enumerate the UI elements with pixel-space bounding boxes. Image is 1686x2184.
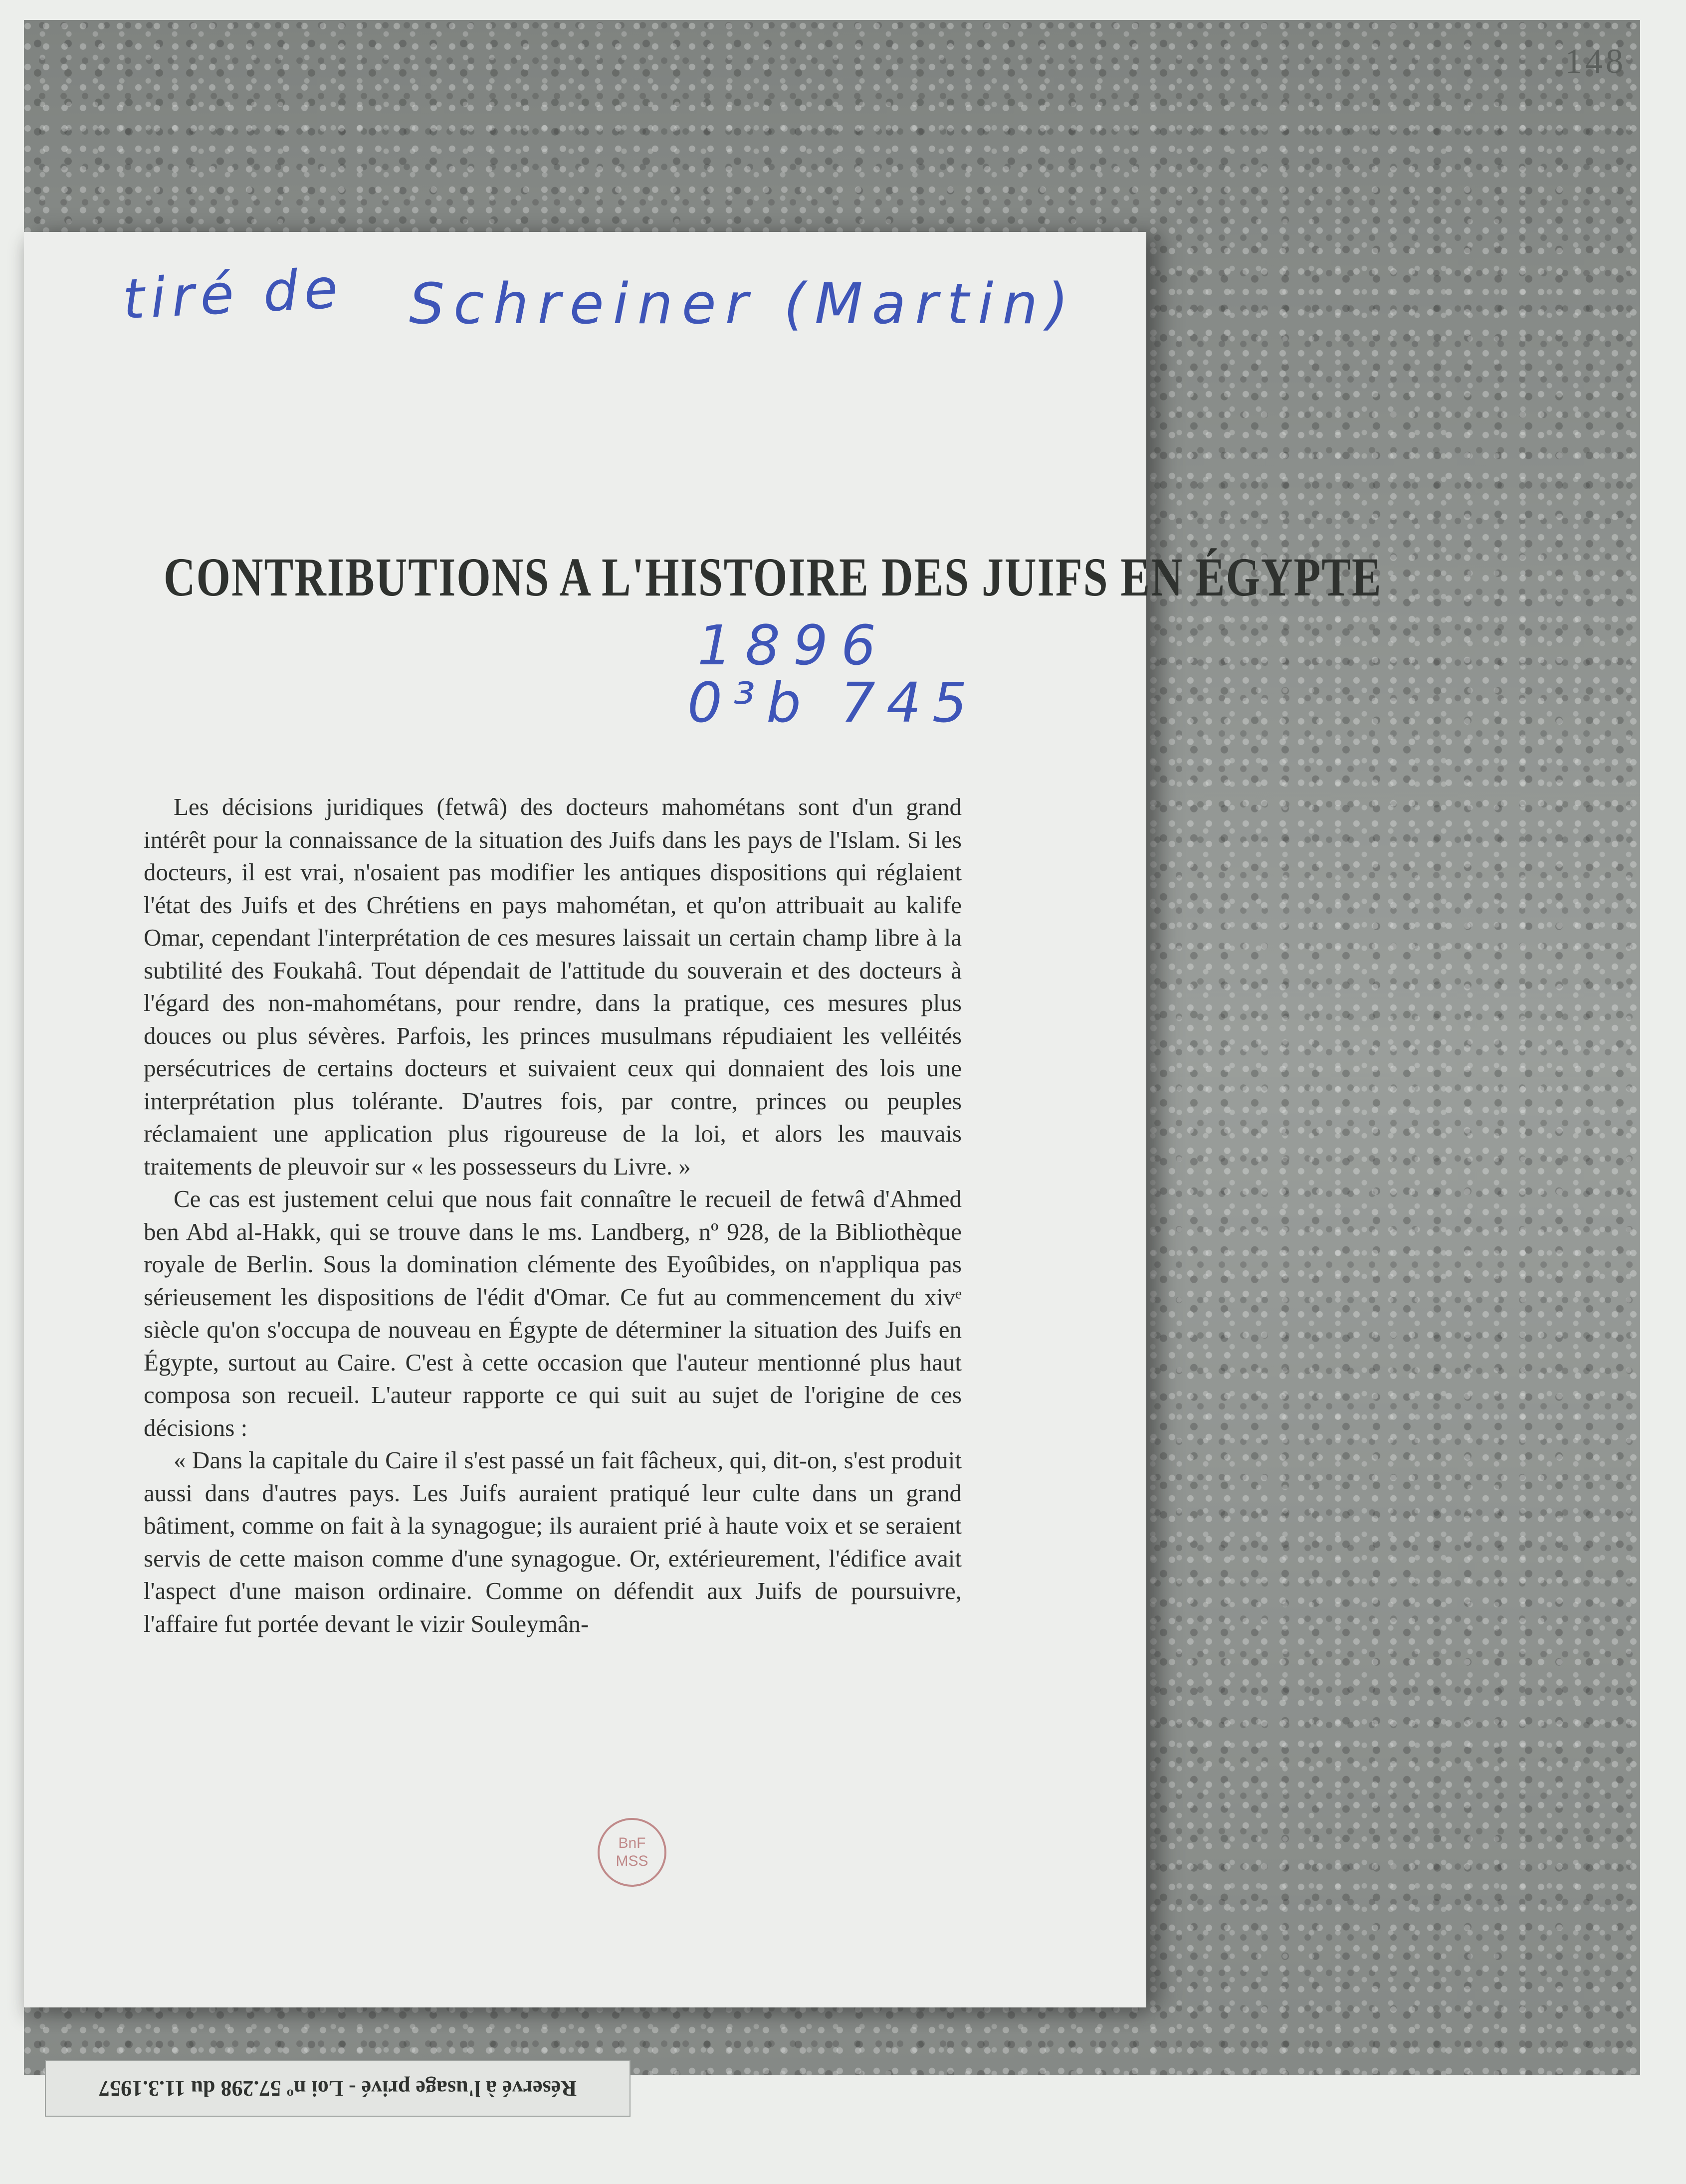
paragraph: Les décisions juridiques (fetwâ) des docteurs mahométans sont d'un grand intérêt pour la connaissance de la situation des Juifs dans les pays de l'Islam. Si les docteurs, il est vrai, n'osaient pas modifier les antiques dispositions qui réglaient l'état des Juifs et des Chrétiens en pays mahométan, et qu'on attribuait au kalife Omar, cependant l'interprétation de ces mesures laissait un certain champ libre à la subtilité des Foukahâ. Tout dépendait de l'attitude du souverain et des docteurs à l'égard des non-mahométans, pour rendre, dans la pratique, ces mesures plus douces ou plus sévères. Parfois, les princes musulmans répudiaient les velléités persécutrices de certains docteurs et suivaient ceux qui donnaient des lois une interprétation plus tolérante. D'autres fois, par contre, princes ou peuples réclamaient une application plus rigoureuse de la loi, et alors les mauvais traitements de pleuvoir sur « les possesseurs du Livre. » — [144, 793, 962, 1180]
paragraph: Ce cas est justement celui que nous fait connaître le recueil de fetwâ d'Ahmed ben Abd al-Hakk, qui se trouve dans le ms. Landberg, nº 928, de la Bibliothèque royale de Berlin. Sous la domination clémente des Eyoûbides, on n'appliqua pas sérieusement les dispositions de l'édit d'Omar. Ce fut au commencement du xivᵉ siècle qu'on s'occupa de nouveau en Égypte de déterminer la situation des Juifs en Égypte, surtout au Caire. C'est à cette occasion que l'auteur mentionné plus haut composa son recueil. L'auteur rapporte ce qui suit au sujet de l'origine de ces décisions : — [144, 1185, 962, 1441]
handwritten-source-prefix: tiré de — [121, 256, 346, 332]
stamp-line: BnF — [618, 1835, 646, 1851]
copyright-notice-strip — [45, 2060, 631, 2117]
article-body — [144, 791, 962, 1640]
article-title: CONTRIBUTIONS A L'HISTOIRE DES JUIFS EN ÉGYPTE — [164, 547, 1382, 608]
stamp-line: MSS — [616, 1853, 648, 1869]
library-stamp — [598, 1818, 666, 1887]
page-number: 148 — [1565, 42, 1626, 81]
document-page — [24, 232, 1382, 2007]
handwritten-author: Schreiner (Martin) — [409, 272, 1077, 337]
handwritten-shelfmark: 0³b 745 — [687, 671, 978, 735]
handwritten-year: 1896 — [697, 613, 889, 677]
paragraph: « Dans la capitale du Caire il s'est passé un fait fâcheux, qui, dit-on, s'est produit aussi dans d'autres pays. Les Juifs auraient pratiqué leur culte dans un grand bâtiment, comme on fait à la synagogue; ils auraient prié à haute voix et se seraient servis de cette maison comme d'une synagogue. Or, extérieurement, l'édifice avait l'aspect d'une maison ordinaire. Comme on défendit aux Juifs de poursuivre, l'affaire fut portée devant le vizir Souleymân- — [144, 1446, 962, 1637]
copyright-notice: Réservé à l'usage privé - Loi nº 57.298 du 11.3.1957 — [98, 2076, 577, 2101]
